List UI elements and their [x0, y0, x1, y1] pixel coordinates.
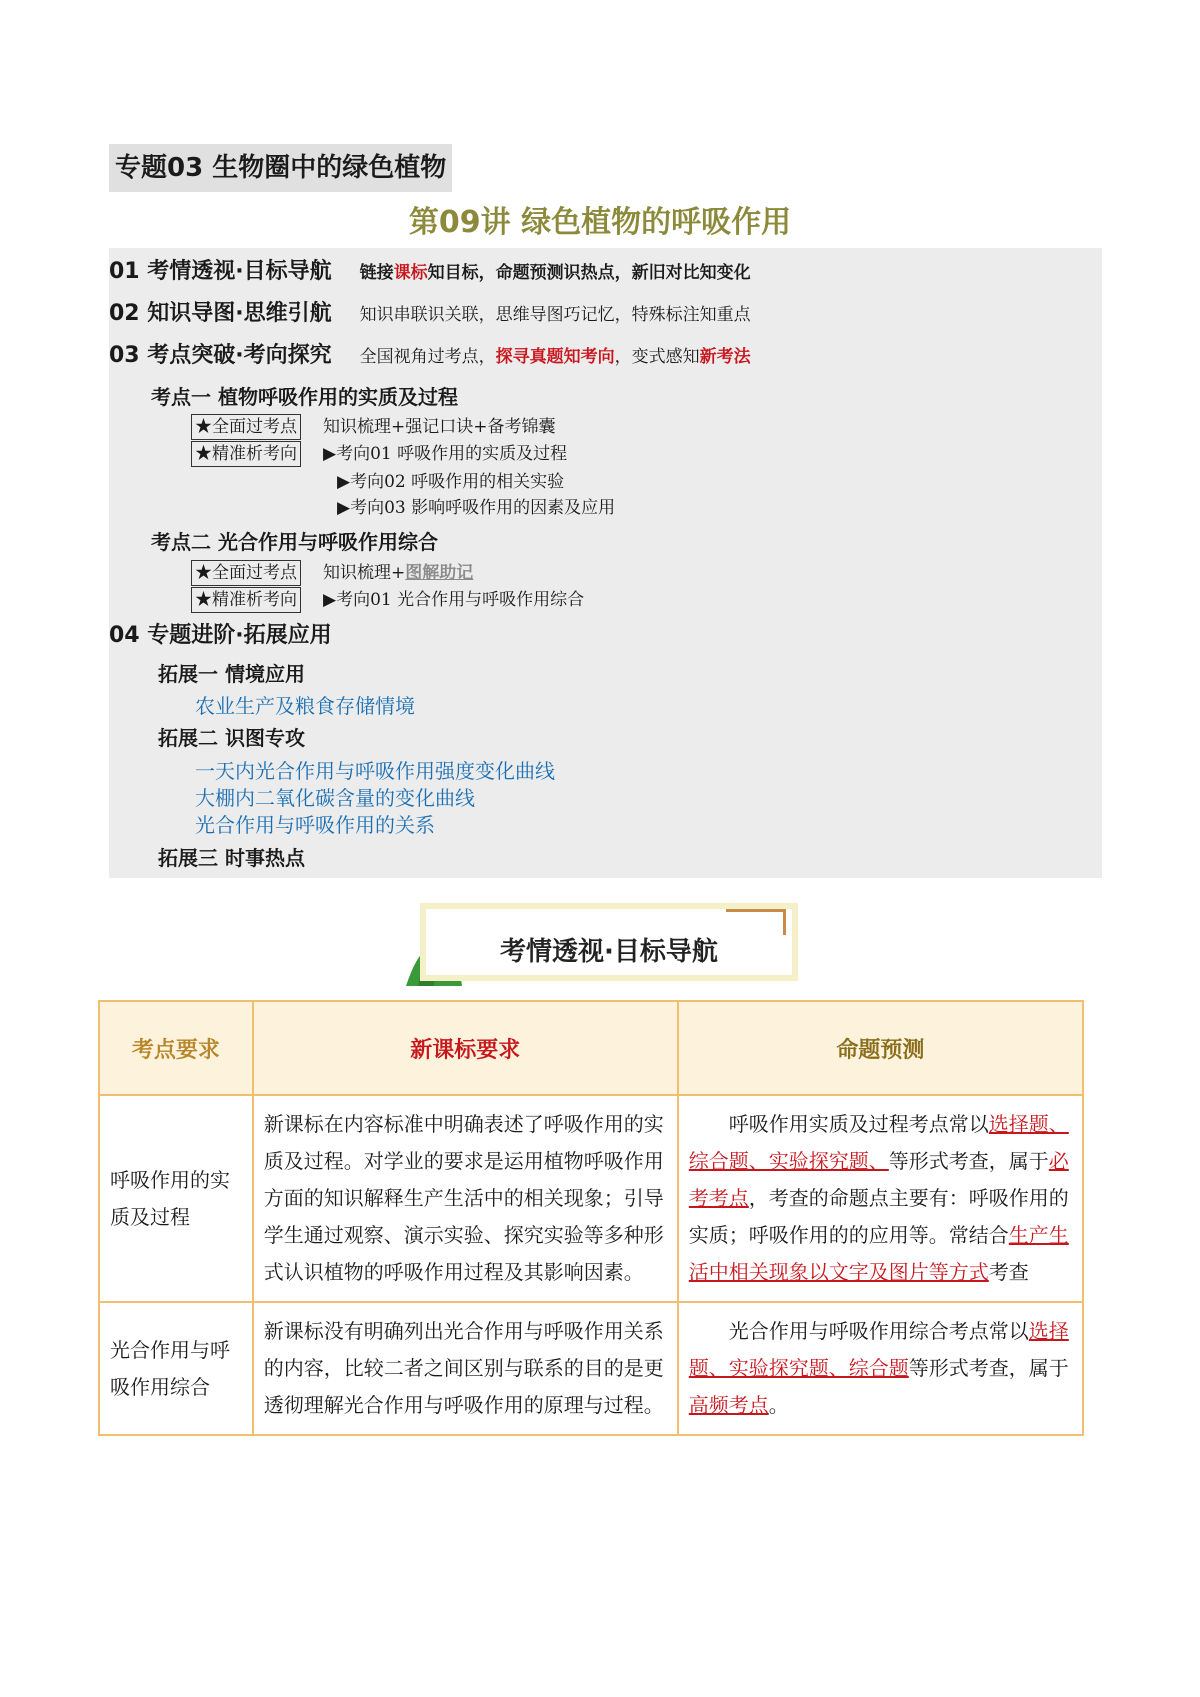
toc-section-4: 04 专题进阶·拓展应用: [109, 623, 332, 648]
table-header-row: [99, 1001, 1083, 1095]
cell-highlight: 选择题、实验探究题、综合题: [688, 1319, 1069, 1380]
toc-section-1: [109, 254, 751, 285]
cell-highlight: 选择题、综合题、实验探究题、: [688, 1112, 1069, 1173]
cell-text: 等形式考查，属于: [908, 1356, 1069, 1380]
toc-section-2: [109, 296, 751, 327]
extension-item: 大棚内二氧化碳含量的变化曲线: [195, 786, 475, 810]
kaoxiang-item: ▶考向01 呼吸作用的实质及过程: [323, 444, 568, 464]
kaodian-1-title: 考点一 植物呼吸作用的实质及过程: [151, 385, 458, 409]
cell-text: 呼吸作用实质及过程考点常以: [728, 1112, 989, 1136]
kaodian-1-line-1: [191, 412, 556, 440]
banner-title: 考情透视·目标导航: [500, 937, 718, 967]
toc-desc-highlight: 探寻真题知考向: [495, 347, 615, 367]
kaodian-2-line-1: [191, 558, 473, 586]
cell-text: 考查: [988, 1260, 1029, 1284]
toc-desc: 链接: [359, 263, 394, 283]
table-cell: [678, 1302, 1083, 1435]
note: 知识梳理+强记口诀+备考锦囊: [323, 417, 556, 437]
boxed-label: ★精准析考向: [191, 587, 301, 613]
extension-1-title: 拓展一 情境应用: [158, 662, 305, 686]
table-row: [99, 1302, 1083, 1435]
kaoxiang-item: ▶考向01 光合作用与呼吸作用综合: [323, 590, 585, 610]
boxed-label: ★全面过考点: [191, 414, 301, 440]
toc-desc: 知目标，命题预测识热点，新旧对比知变化: [427, 263, 751, 283]
kaoxiang-item: ▶考向02 呼吸作用的相关实验: [337, 472, 565, 492]
cell-highlight: 高频考点: [688, 1393, 769, 1417]
kaodian-1-line-2: [191, 439, 567, 467]
table-row: [99, 1095, 1083, 1302]
note-highlight: 图解助记: [405, 563, 474, 583]
cell-text: 等形式考查，属于: [888, 1149, 1049, 1173]
column-header: 考点要求: [99, 1001, 253, 1095]
table-cell: [678, 1095, 1083, 1302]
topic-title: 专题03 生物圈中的绿色植物: [109, 144, 452, 192]
extension-item: 一天内光合作用与呼吸作用强度变化曲线: [195, 759, 555, 783]
table-cell: 光合作用与呼吸作用综合: [99, 1302, 253, 1435]
kaodian-2-line-2: [191, 585, 584, 613]
column-header: 命题预测: [678, 1001, 1083, 1095]
banner-decoration: [726, 909, 786, 912]
toc-section-title: 01 考情透视·目标导航: [109, 259, 332, 284]
table-of-contents: [109, 248, 1102, 878]
toc-section-3: [109, 338, 751, 369]
kaodian-2-title: 考点二 光合作用与呼吸作用综合: [151, 530, 438, 554]
table-cell: 呼吸作用的实质及过程: [99, 1095, 253, 1302]
cell-highlight: 必考考点: [688, 1149, 1069, 1210]
cell-text: ，考查的命题点主要有：呼吸作用的实质；呼吸作用的的应用等。常结合: [688, 1186, 1069, 1247]
extension-3-title: 拓展三 时事热点: [158, 846, 305, 870]
toc-desc: 知识串联识关联，思维导图巧记忆，特殊标注知重点: [359, 305, 751, 325]
extension-item: 农业生产及粮食存储情境: [195, 694, 415, 718]
requirements-table: [98, 1000, 1084, 1436]
note: 知识梳理+: [323, 563, 406, 583]
boxed-label: ★精准析考向: [191, 441, 301, 467]
table-cell: 新课标没有明确列出光合作用与呼吸作用关系的内容，比较二者之间区别与联系的目的是更透彻理解光合作用与呼吸作用的原理与过程。: [253, 1302, 678, 1435]
lecture-title: 第09讲 绿色植物的呼吸作用: [408, 205, 792, 240]
boxed-label: ★全面过考点: [191, 560, 301, 586]
cell-highlight: 生产生活中相关现象以文字及图片等方式: [688, 1223, 1069, 1284]
toc-desc: 全国视角过考点，: [359, 347, 496, 367]
column-header: 新课标要求: [253, 1001, 678, 1095]
section-banner: [420, 903, 798, 981]
toc-desc: ，变式感知: [614, 347, 700, 367]
cell-text: 。: [768, 1393, 789, 1417]
extension-item: 光合作用与呼吸作用的关系: [195, 813, 435, 837]
toc-desc-highlight: 课标: [393, 263, 428, 283]
table-cell: 新课标在内容标准中明确表述了呼吸作用的实质及过程。对学业的要求是运用植物呼吸作用方面的知识解释生产生活中的相关现象；引导学生通过观察、演示实验、探究实验等多种形式认识植物的呼吸作用过程及其影响因素。: [253, 1095, 678, 1302]
toc-section-title: 03 考点突破·考向探究: [109, 343, 332, 368]
extension-2-title: 拓展二 识图专攻: [158, 726, 305, 750]
toc-section-title: 02 知识导图·思维引航: [109, 301, 332, 326]
cell-text: 光合作用与呼吸作用综合考点常以: [728, 1319, 1029, 1343]
toc-desc-highlight: 新考法: [699, 347, 751, 367]
banner-decoration: [783, 909, 786, 935]
kaoxiang-item: ▶考向03 影响呼吸作用的因素及应用: [337, 498, 616, 518]
